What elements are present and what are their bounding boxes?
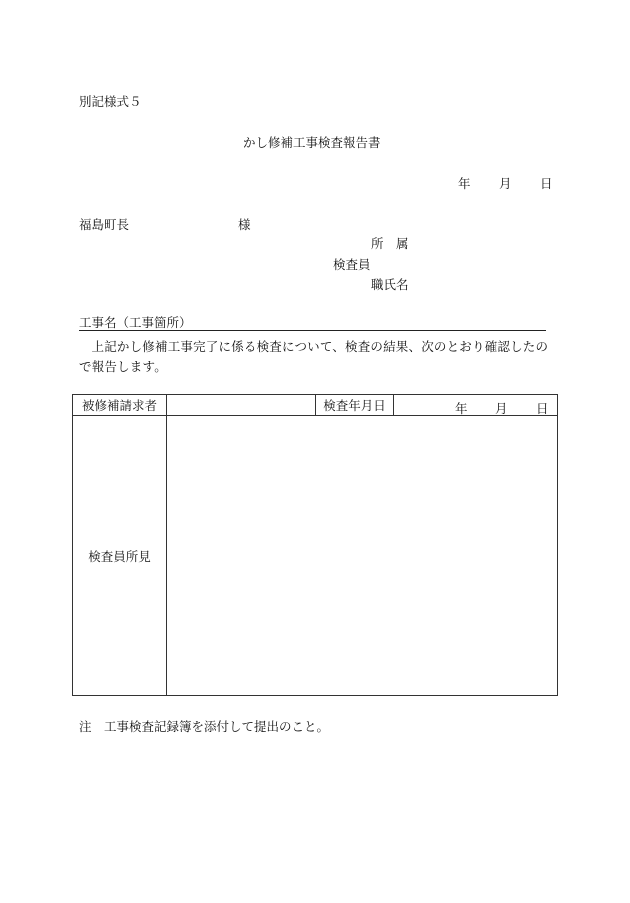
- addressee: 福島町長: [79, 217, 130, 232]
- inspection-date-month: 月: [495, 401, 508, 416]
- inspector-label: 検査員: [333, 257, 371, 272]
- header-date-month: 月: [499, 176, 512, 191]
- footnote: 注 工事検査記録簿を添付して提出のこと。: [79, 719, 330, 734]
- claimant-label: 被修補請求者: [73, 395, 167, 416]
- inspection-date-year: 年: [455, 401, 468, 416]
- affiliation-label: 所 属: [371, 236, 409, 251]
- header-date-day: 日: [540, 176, 553, 191]
- inspection-table: [72, 394, 558, 696]
- inspection-date-field[interactable]: [394, 395, 558, 416]
- findings-field[interactable]: [167, 416, 558, 696]
- document-title: かし修補工事検査報告書: [243, 135, 381, 150]
- claimant-field[interactable]: [167, 395, 316, 416]
- header-date: [458, 176, 553, 192]
- form-number: 別記様式５: [79, 94, 142, 109]
- table-row: [73, 395, 558, 416]
- work-name-label: 工事名（工事箇所）: [79, 315, 192, 330]
- work-name-underline: [79, 330, 546, 331]
- inspection-date-label: 検査年月日: [316, 395, 394, 416]
- body-text: 上記かし修補工事完了に係る検査について、検査の結果、次のとおり確認したので報告します。: [79, 339, 549, 374]
- findings-label: 検査員所見: [73, 416, 167, 696]
- inspection-date-day: 日: [536, 401, 549, 416]
- header-date-year: 年: [458, 176, 471, 191]
- honorific: 様: [238, 217, 251, 232]
- position-name-label: 職氏名: [371, 277, 409, 292]
- table-row: [73, 416, 558, 696]
